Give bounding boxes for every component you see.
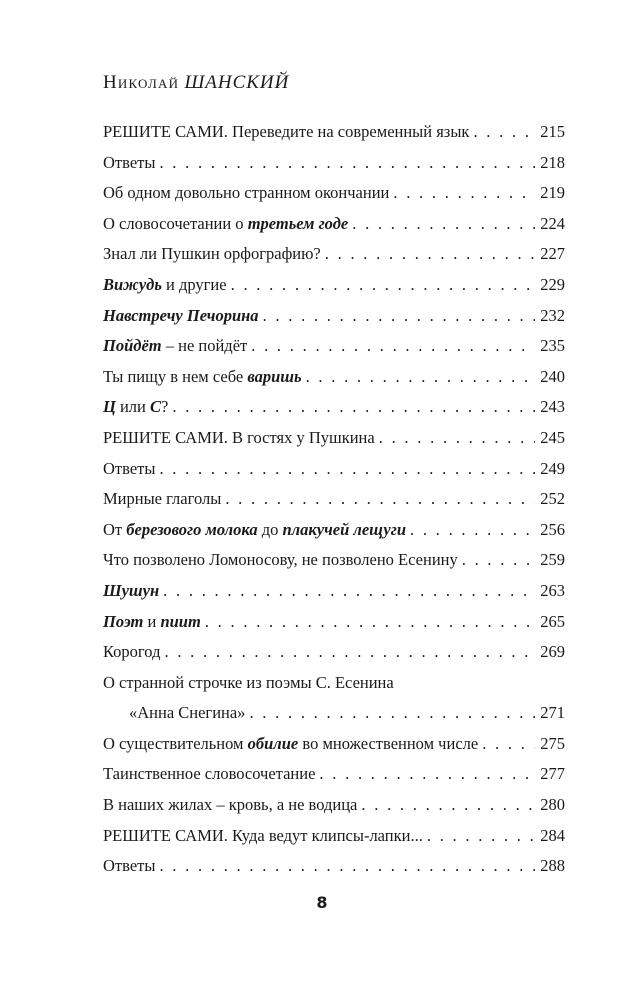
toc-entry[interactable] xyxy=(103,367,565,398)
toc-entry-emphasis: Вижудь xyxy=(103,274,162,294)
toc-page-number: 275 xyxy=(540,733,565,753)
toc-entry-text: Что позволено Ломоносову, не позволено Есенину xyxy=(103,550,458,570)
toc-entry[interactable] xyxy=(103,856,565,887)
toc-entry-text: – не пойдёт xyxy=(161,336,248,356)
toc-entry-text: Мирные глаголы xyxy=(103,489,222,509)
toc-entry-text: РЕШИТЕ САМИ. В гостях у Пушкина xyxy=(103,427,375,447)
toc-entry-title xyxy=(103,306,259,326)
toc-entry-text: до xyxy=(257,519,283,539)
toc-page-number: 288 xyxy=(540,856,565,876)
toc-entry-text: От xyxy=(103,519,127,539)
toc-entry[interactable] xyxy=(103,306,565,337)
toc-entry[interactable] xyxy=(103,397,565,428)
toc-entry-title xyxy=(103,826,423,846)
toc-page-number: 277 xyxy=(540,764,565,784)
dot-leader xyxy=(306,367,535,387)
dot-leader xyxy=(361,795,535,815)
toc-page-number: 219 xyxy=(540,183,565,203)
toc-entry-title xyxy=(103,153,155,173)
table-of-contents xyxy=(103,122,565,887)
toc-entry-text: во множественном числе xyxy=(298,733,479,753)
toc-page-number: 227 xyxy=(540,244,565,264)
dot-leader xyxy=(159,459,535,479)
toc-entry-text: О странной строчке из поэмы С. Есенина xyxy=(103,672,394,692)
dot-leader xyxy=(249,703,535,723)
toc-page-number: 256 xyxy=(540,519,565,539)
toc-entry-text: и другие xyxy=(161,274,227,294)
dot-leader xyxy=(379,428,535,448)
dot-leader xyxy=(163,581,535,601)
toc-page-number: 245 xyxy=(540,427,565,447)
toc-entry-title xyxy=(103,642,160,662)
toc-entry-emphasis: Навстречу Печорина xyxy=(103,305,259,325)
toc-entry-title xyxy=(103,122,469,142)
toc-entry-emphasis: Шушун xyxy=(103,580,160,600)
toc-entry-title xyxy=(103,795,357,815)
toc-entry-emphasis: Ц xyxy=(103,397,116,417)
toc-entry-text: О словосочетании о xyxy=(103,213,248,233)
toc-entry-title xyxy=(103,734,478,754)
toc-entry-emphasis: обилие xyxy=(247,733,299,753)
toc-entry-title xyxy=(103,336,247,356)
toc-entry[interactable] xyxy=(103,764,565,795)
toc-page-number: 218 xyxy=(540,152,565,172)
toc-entry[interactable] xyxy=(103,581,565,612)
toc-page-number: 240 xyxy=(540,366,565,386)
toc-entry-text: «Анна Снегина» xyxy=(129,703,246,723)
dot-leader xyxy=(393,183,535,203)
dot-leader xyxy=(231,275,535,295)
toc-entry-text: Ответы xyxy=(103,856,156,876)
running-head xyxy=(103,72,289,94)
toc-entry-title xyxy=(103,581,159,601)
dot-leader xyxy=(251,336,535,356)
dot-leader xyxy=(159,856,535,876)
toc-entry[interactable] xyxy=(103,459,565,490)
toc-page-number: 263 xyxy=(540,580,565,600)
dot-leader xyxy=(205,612,535,632)
toc-entry-title xyxy=(103,612,201,632)
toc-entry-emphasis: третьем годе xyxy=(247,213,349,233)
dot-leader xyxy=(263,306,535,326)
dot-leader xyxy=(462,550,535,570)
toc-page-number: 271 xyxy=(540,703,565,723)
toc-entry[interactable] xyxy=(103,275,565,306)
toc-entry[interactable] xyxy=(103,122,565,153)
toc-entry[interactable] xyxy=(103,673,565,734)
toc-entry-title xyxy=(103,428,375,448)
toc-entry-line-1 xyxy=(103,673,565,704)
author-last-name: ШАНСКИЙ xyxy=(184,72,290,93)
toc-entry[interactable] xyxy=(103,336,565,367)
toc-entry-title xyxy=(103,275,227,295)
toc-entry-title xyxy=(103,397,168,417)
toc-entry-title xyxy=(103,856,155,876)
author-first-name: Николай xyxy=(103,72,180,93)
toc-entry-text: ? xyxy=(161,397,169,417)
toc-page-number: 235 xyxy=(540,336,565,356)
toc-page-number: 232 xyxy=(540,305,565,325)
toc-page-number: 249 xyxy=(540,458,565,478)
toc-page-number: 229 xyxy=(540,274,565,294)
toc-entry-title xyxy=(103,764,315,784)
toc-entry[interactable] xyxy=(103,520,565,551)
toc-page-number: 243 xyxy=(540,397,565,417)
toc-entry-text: Ответы xyxy=(103,152,156,172)
toc-entry-title xyxy=(103,459,155,479)
toc-entry-text: или xyxy=(115,397,150,417)
toc-entry-title xyxy=(103,214,348,234)
toc-entry-title xyxy=(103,367,302,387)
toc-entry-text: Ты пищу в нем себе xyxy=(103,366,248,386)
toc-page-number: 224 xyxy=(540,213,565,233)
toc-entry-emphasis: варишь xyxy=(247,366,302,386)
dot-leader xyxy=(319,764,535,784)
toc-page-number: 259 xyxy=(540,550,565,570)
toc-entry-text: В наших жилах – кровь, а не водица xyxy=(103,795,358,815)
toc-page-number: 265 xyxy=(540,611,565,631)
toc-entry-text: РЕШИТЕ САМИ. Переведите на современный язык xyxy=(103,122,470,141)
toc-entry-title xyxy=(103,550,458,570)
toc-entry-title xyxy=(103,489,221,509)
toc-entry-emphasis: плакучей лещуги xyxy=(282,519,407,539)
toc-entry-text: и xyxy=(143,611,161,631)
toc-entry-text: РЕШИТЕ САМИ. Куда ведут клипсы-лапки... xyxy=(103,825,423,845)
dot-leader xyxy=(352,214,535,234)
dot-leader xyxy=(172,397,535,417)
toc-entry-text: Корогод xyxy=(103,642,161,662)
toc-entry[interactable] xyxy=(103,183,565,214)
toc-entry[interactable] xyxy=(103,612,565,643)
toc-entry[interactable] xyxy=(103,642,565,673)
toc-entry-text: Знал ли Пушкин орфографию? xyxy=(103,244,321,264)
toc-entry-title xyxy=(103,244,321,264)
toc-entry[interactable] xyxy=(103,153,565,184)
dot-leader xyxy=(427,826,535,846)
toc-entry-text: Ответы xyxy=(103,458,156,478)
toc-entry[interactable] xyxy=(103,734,565,765)
toc-page-number: 269 xyxy=(540,642,565,662)
toc-entry-title xyxy=(129,703,245,723)
dot-leader xyxy=(410,520,535,540)
toc-entry[interactable] xyxy=(103,795,565,826)
toc-entry-emphasis: С xyxy=(150,397,162,417)
toc-entry-emphasis: березового молока xyxy=(126,519,258,539)
toc-entry[interactable] xyxy=(103,244,565,275)
toc-page-number: 280 xyxy=(540,795,565,815)
toc-entry-emphasis: Поэт xyxy=(103,611,144,631)
dot-leader xyxy=(159,153,535,173)
toc-entry-emphasis: пиит xyxy=(160,611,201,631)
toc-page-number: 252 xyxy=(540,489,565,509)
toc-entry-text: Об одном довольно странном окончании xyxy=(103,183,390,203)
toc-entry-title xyxy=(103,520,406,540)
toc-entry-text: Таинственное словосочетание xyxy=(103,764,316,784)
page-number: 8 xyxy=(316,893,328,912)
toc-entry-text: О существительном xyxy=(103,733,248,753)
toc-entry-emphasis: Пойдёт xyxy=(103,336,162,356)
toc-entry[interactable] xyxy=(103,428,565,459)
toc-entry-title xyxy=(103,183,389,203)
toc-entry-line-2 xyxy=(103,703,565,723)
dot-leader xyxy=(225,489,535,509)
dot-leader xyxy=(164,642,535,662)
toc-page-number: 284 xyxy=(540,825,565,845)
toc-entry[interactable] xyxy=(103,550,565,581)
dot-leader xyxy=(473,122,535,142)
toc-entry[interactable] xyxy=(103,489,565,520)
dot-leader xyxy=(482,734,535,754)
dot-leader xyxy=(325,244,535,264)
toc-page-number: 215 xyxy=(540,122,565,141)
toc-entry[interactable] xyxy=(103,214,565,245)
toc-entry[interactable] xyxy=(103,826,565,857)
